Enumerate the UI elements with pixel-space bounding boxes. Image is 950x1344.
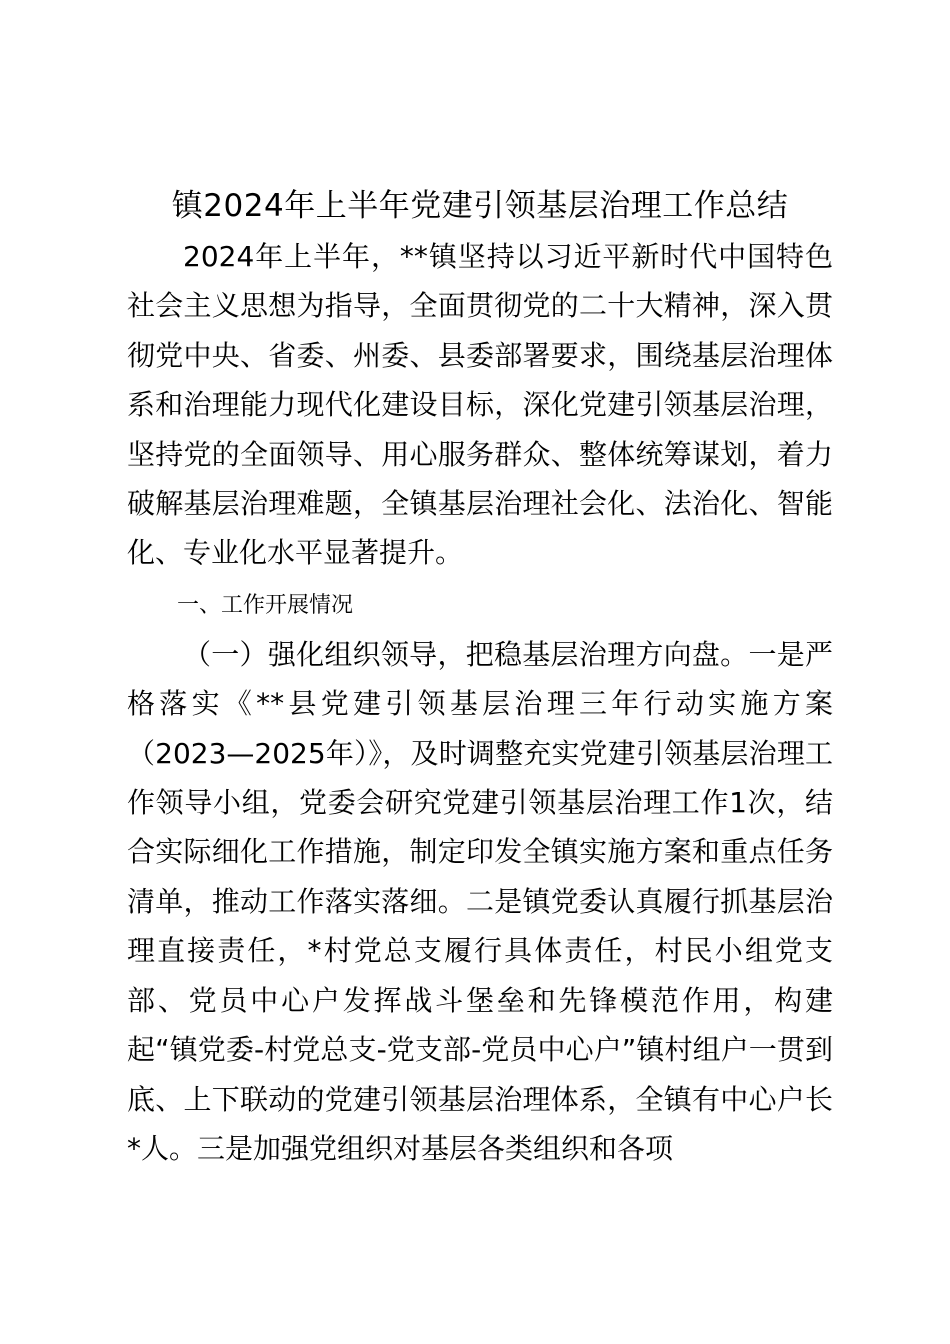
section-heading: 一、工作开展情况 bbox=[177, 592, 354, 618]
document-body bbox=[127, 180, 833, 1173]
section-paragraph: （一）强化组织领导，把稳基层治理方向盘。一是严格落实《**县党建引领基层治理三年行动实施方案（2023—2025年）》，及时调整充实党建引领基层治理工作领导小组，党委会研究党建引领基层治理工作1次，结合实际细化工作措施，制定印发全镇实施方案和重点任务清单，推动工作落实落细。二是镇党委认真履行抓基层治理直接责任，*村党总支履行具体责任，村民小组党支部、党员中心户发挥战斗堡垒和先锋模范作用，构建起“镇党委-村党总支-党支部-党员中心户”镇村组户一贯到底、上下联动的党建引领基层治理体系，全镇有中心户长*人。三是加强党组织对基层各类组织和各项 bbox=[127, 637, 833, 1165]
document-title: 镇2024年上半年党建引领基层治理工作总结 bbox=[171, 188, 789, 224]
intro-paragraph: 2024年上半年，**镇坚持以习近平新时代中国特色社会主义思想为指导，全面贯彻党的二十大精神，深入贯彻党中央、省委、州委、县委部署要求，围绕基层治理体系和治理能力现代化建设目标，深化党建引领基层治理，坚持党的全面领导、用心服务群众、整体统筹谋划，着力破解基层治理难题，全镇基层治理社会化、法治化、智能化、专业化水平显著提升。 bbox=[127, 240, 833, 570]
